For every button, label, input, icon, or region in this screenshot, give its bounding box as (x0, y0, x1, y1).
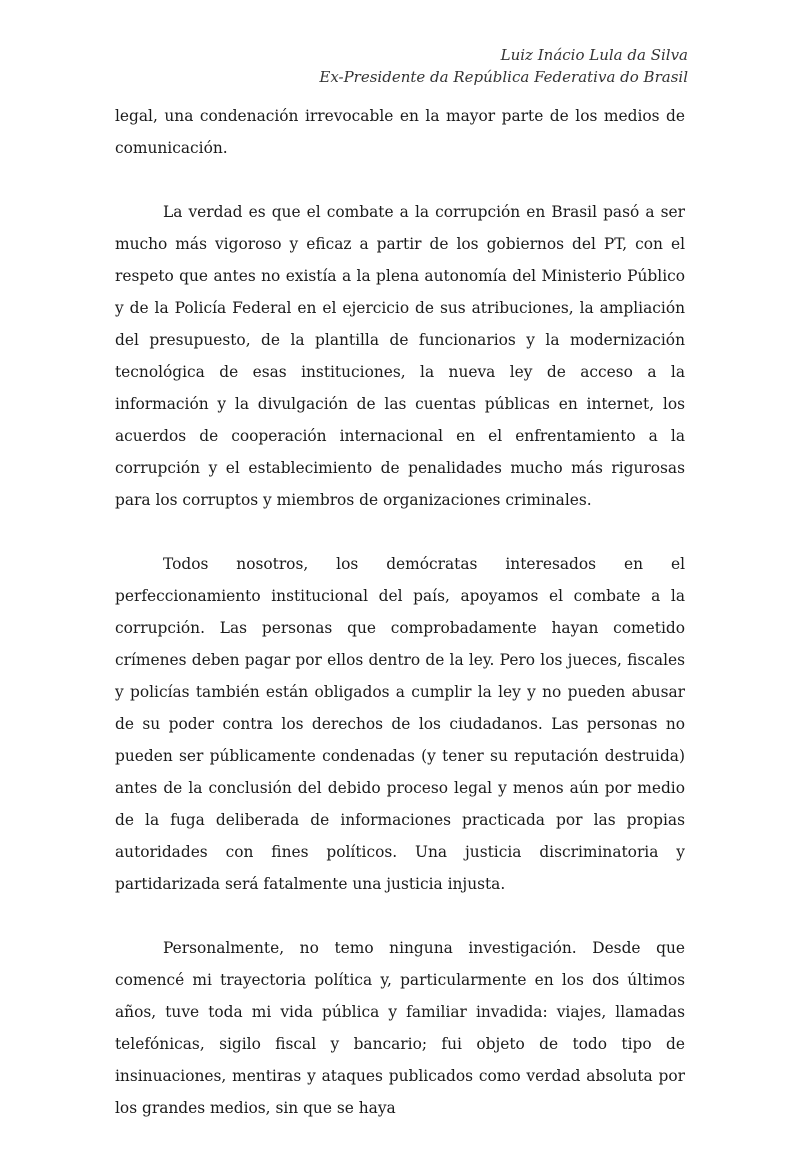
page-header (168, 44, 688, 88)
paragraph: Personalmente, no temo ninguna investigación. Desde que comencé mi trayectoria política y, particularmente en los dos últimos años, tuve toda mi vida pública y familiar invadida: viajes, llamadas telefónicas, sigilo fiscal y bancario; fui objeto de todo tipo de insinuaciones, mentiras y ataques publicados como verdad absoluta por los grandes medios, sin que se haya (115, 939, 685, 1117)
paragraph-continuation: legal, una condenación irrevocable en la mayor parte de los medios de comunicación. (115, 107, 685, 157)
paragraph: La verdad es que el combate a la corrupción en Brasil pasó a ser mucho más vigoroso y eficaz a partir de los gobiernos del PT, con el respeto que antes no existía a la plena autonomía del Ministerio Público y de la Policía Federal en el ejercicio de sus atribuciones, la ampliación del presupuesto, de la plantilla de funcionarios y la modernización tecnológica de esas instituciones, la nueva ley de acceso a la información y la divulgación de las cuentas públicas en internet, los acuerdos de cooperación internacional en el enfrentamiento a la corrupción y el establecimiento de penalidades mucho más rigurosas para los corruptos y miembros de organizaciones criminales. (115, 203, 685, 509)
author-title: Ex-Presidente da República Federativa do Brasil (319, 68, 688, 86)
paragraph: Todos nosotros, los demócratas interesados en el perfeccionamiento institucional del país, apoyamos el combate a la corrupción. Las personas que comprobadamente hayan cometido crímenes deben pagar por ellos dentro de la ley. Pero los jueces, fiscales y policías también están obligados a cumplir la ley y no pueden abusar de su poder contra los derechos de los ciudadanos. Las personas no pueden ser públicamente condenadas (y tener su reputación destruida) antes de la conclusión del debido proceso legal y menos aún por medio de la fuga deliberada de informaciones practicada por las propias autoridades con fines políticos. Una justicia discriminatoria y partidarizada será fatalmente una justicia injusta. (115, 555, 685, 893)
author-name: Luiz Inácio Lula da Silva (500, 46, 688, 64)
document-body (115, 100, 685, 1156)
